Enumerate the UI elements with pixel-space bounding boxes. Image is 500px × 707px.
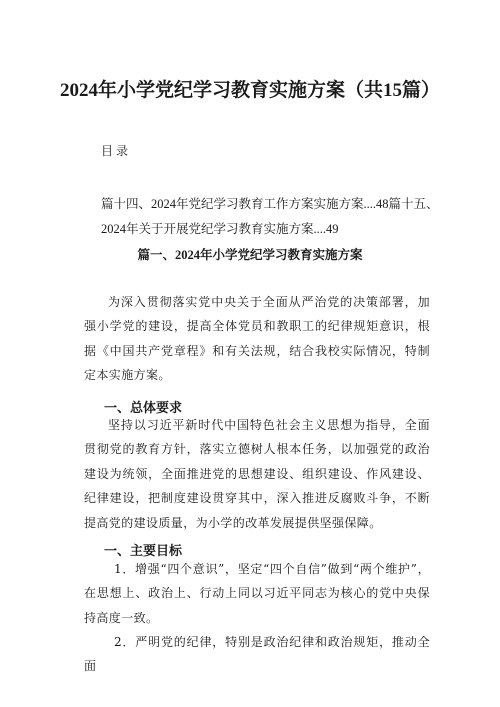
document-title: 2024年小学党纪学习教育实施方案（共15篇） <box>60 80 441 101</box>
toc-label: 目录 <box>101 144 132 158</box>
list-item: 2．严明党的纪律，特别是政治纪律和政治规矩，推动全面 <box>84 635 430 674</box>
section-title: 篇一、2024年小学党纪学习教育实施方案 <box>137 248 363 262</box>
intro-paragraph: 为深入贯彻落实党中央关于全面从严治党的决策部署，加强小学党的建设，提高全体党员和教职工的纪律规矩意识，根据《中国共产党章程》和有关法规，结合我校实际情况，特制定本实施方案。 <box>84 295 430 383</box>
toc-line: 2024年关于开展党纪学习教育实施方案....49 <box>101 222 339 236</box>
toc-line: 篇十四、2024年党纪学习教育工作方案实施方案....48篇十五、 <box>101 197 439 211</box>
list-item: 1．增强“四个意识”，坚定“四个自信”做到“两个维护”，在思想上、政治上、行动上同以习近平同志为核心的党中央保持高度一致。 <box>84 562 430 625</box>
section-heading: 一、主要目标 <box>104 544 183 559</box>
section-heading: 一、总体要求 <box>104 401 183 416</box>
body-paragraph: 坚持以习近平新时代中国特色社会主义思想为指导，全面贯彻党的教育方针，落实立德树人根本任务，以加强党的政治建设为统领，全面推进党的思想建设、组织建设、作风建设、纪律建设，把制度建设贯穿其中，深入推进反腐败斗争，不断提高党的建设质量，为小学的改革发展提供坚强保障。 <box>84 418 430 530</box>
